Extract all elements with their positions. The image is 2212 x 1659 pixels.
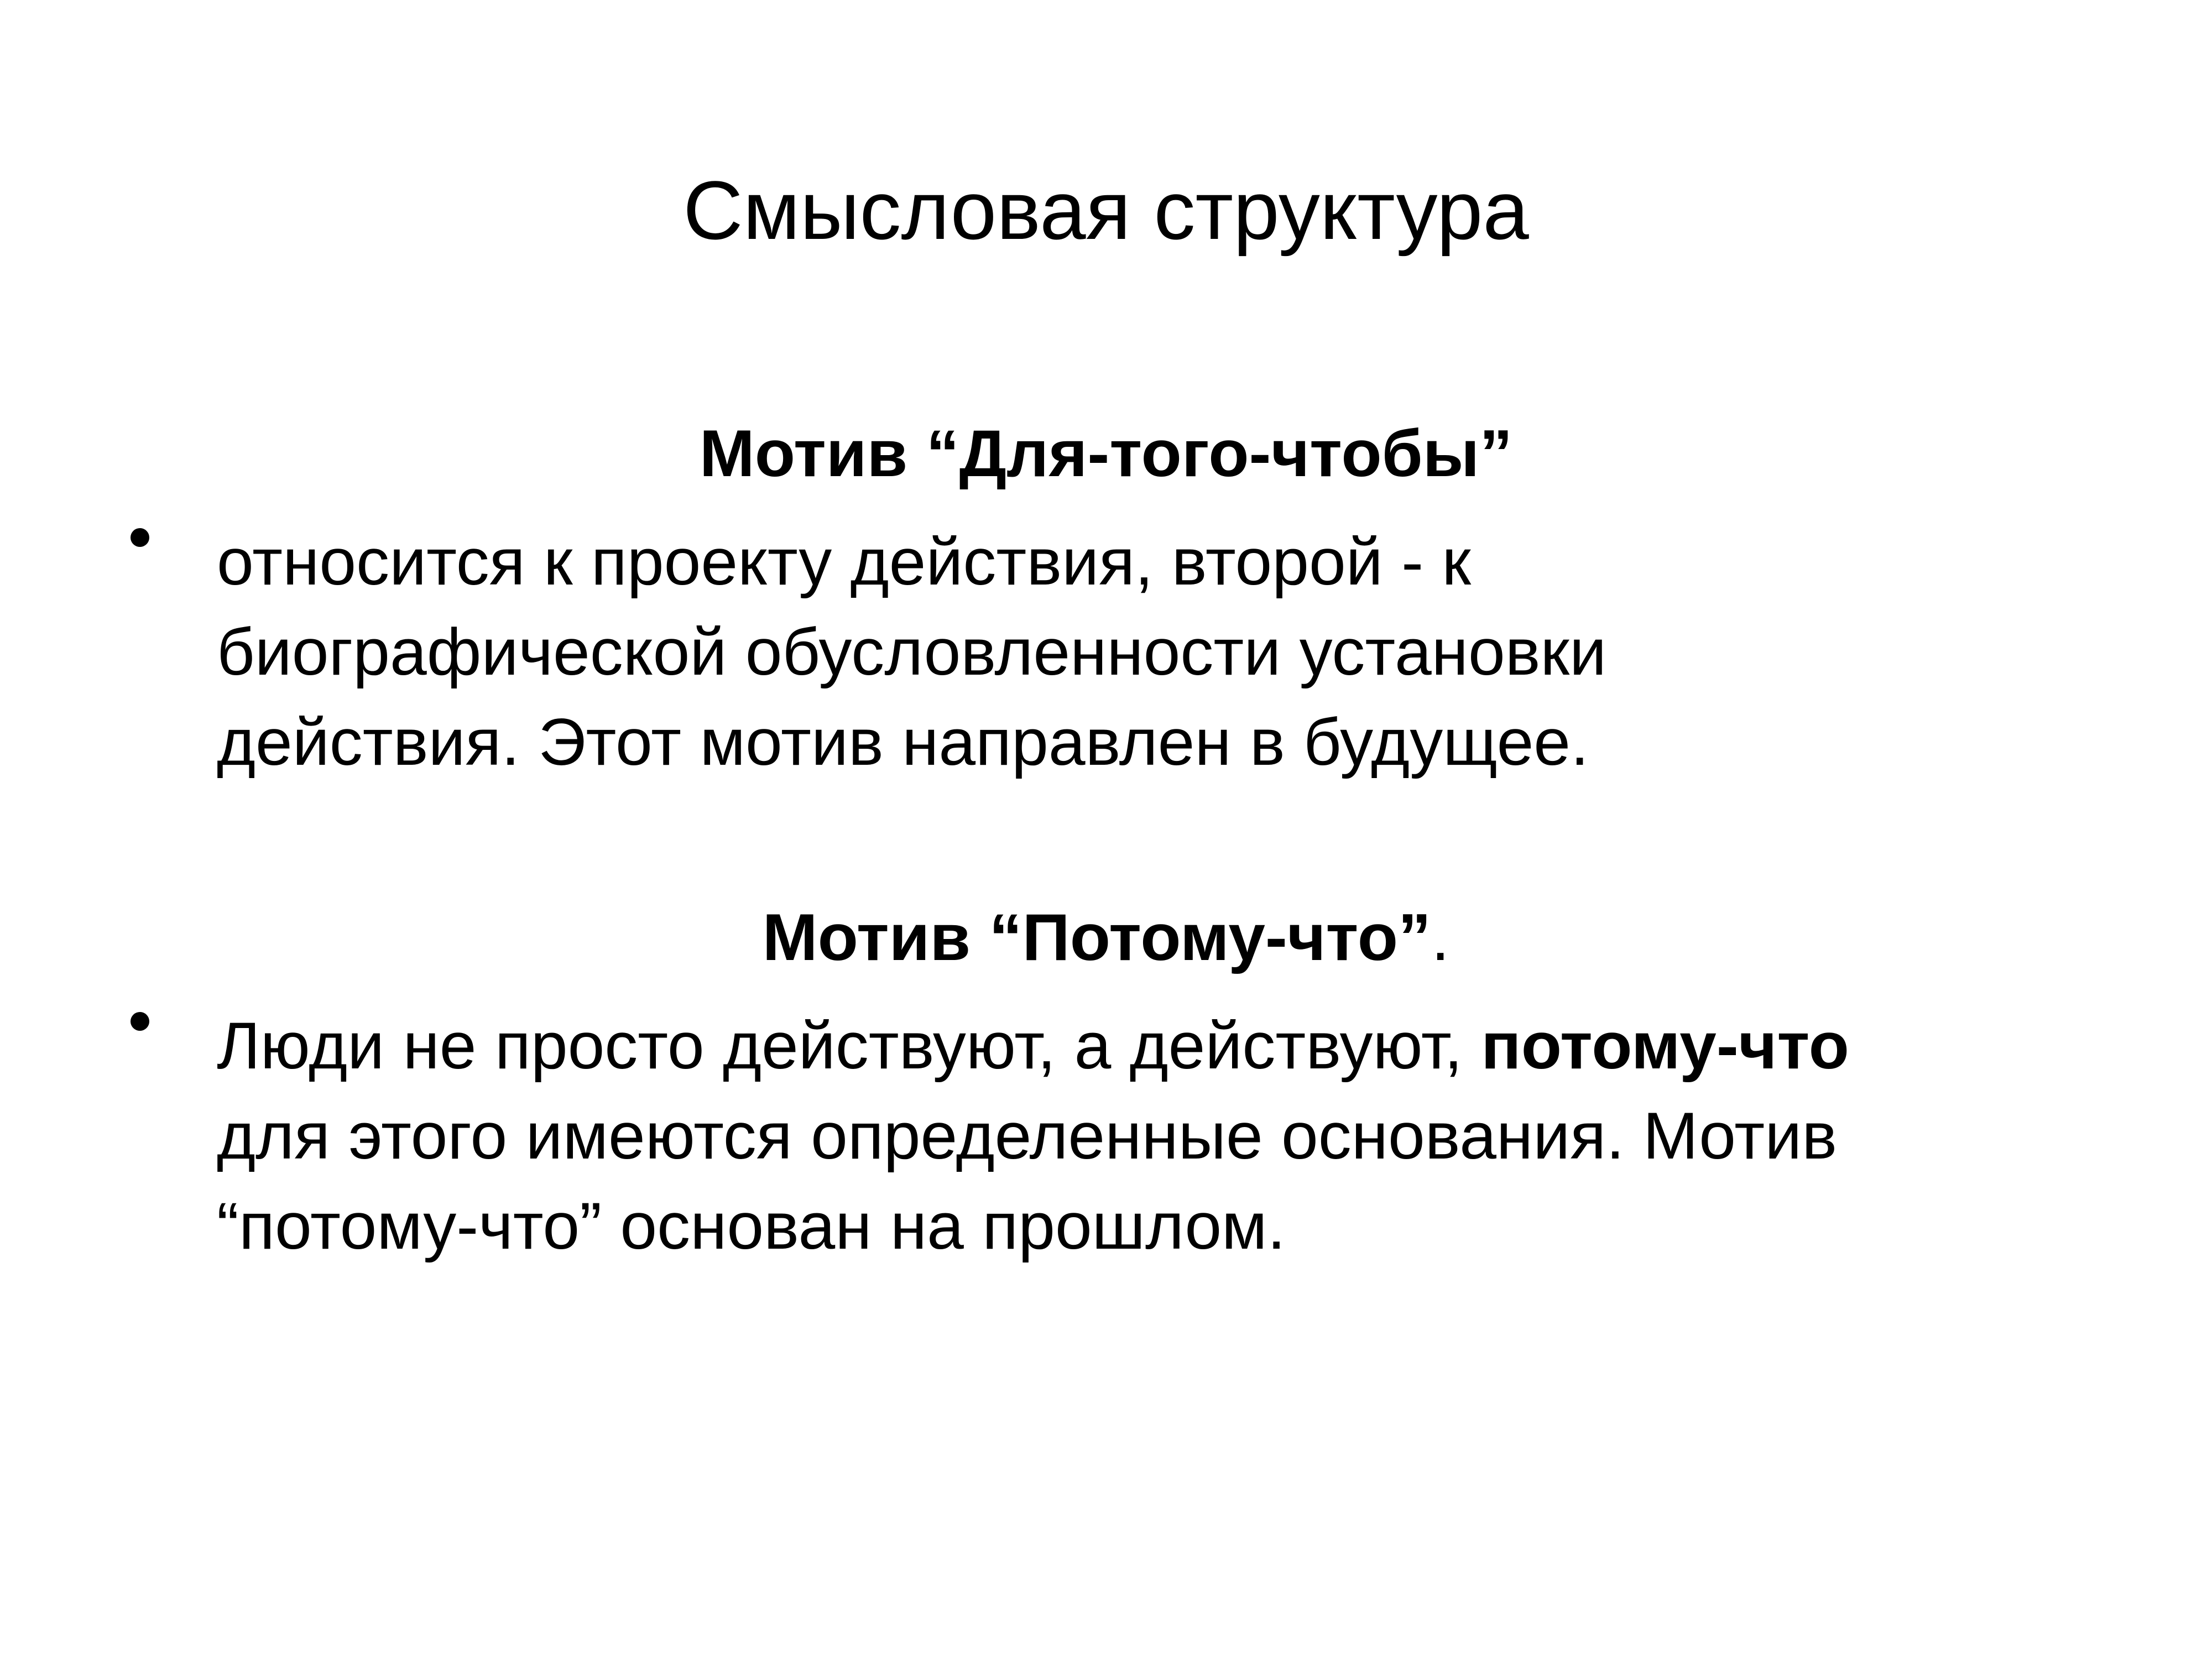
bullet-2-line-1-prefix: Люди не просто действуют, а действуют, (217, 1009, 1481, 1083)
bullet-2-line-1-bold: потому-что (1481, 1009, 1849, 1083)
bullet-2-line-1 (217, 1001, 2075, 1091)
bullet-1-line-1: относится к проекту действия, второй - к (217, 525, 1471, 599)
bullet-dot-icon (131, 1012, 149, 1031)
section-heading-2-text: Мотив “Потому-что” (762, 900, 1432, 974)
bullet-2-line-3: “потому-что” основан на прошлом. (217, 1189, 1286, 1263)
bullet-1-line-2: биографической обусловленности установки (217, 615, 1606, 689)
bullet-text-2 (217, 1001, 2075, 1271)
section-heading-1 (0, 415, 2212, 492)
section-heading-1-text: Мотив “Для-того-чтобы” (699, 416, 1513, 491)
bullet-1-line-3: действия. Этот мотив направлен в будущее. (217, 705, 1589, 779)
bullet-2-line-2: для этого имеются определенные основания. Мотив (217, 1099, 1838, 1173)
bullet-dot-icon (131, 528, 149, 547)
section-heading-2-tail: . (1431, 900, 1450, 974)
slide-title: Смысловая структура (683, 164, 1529, 257)
bullet-text-1 (217, 517, 2075, 787)
section-heading-2 (0, 899, 2212, 976)
